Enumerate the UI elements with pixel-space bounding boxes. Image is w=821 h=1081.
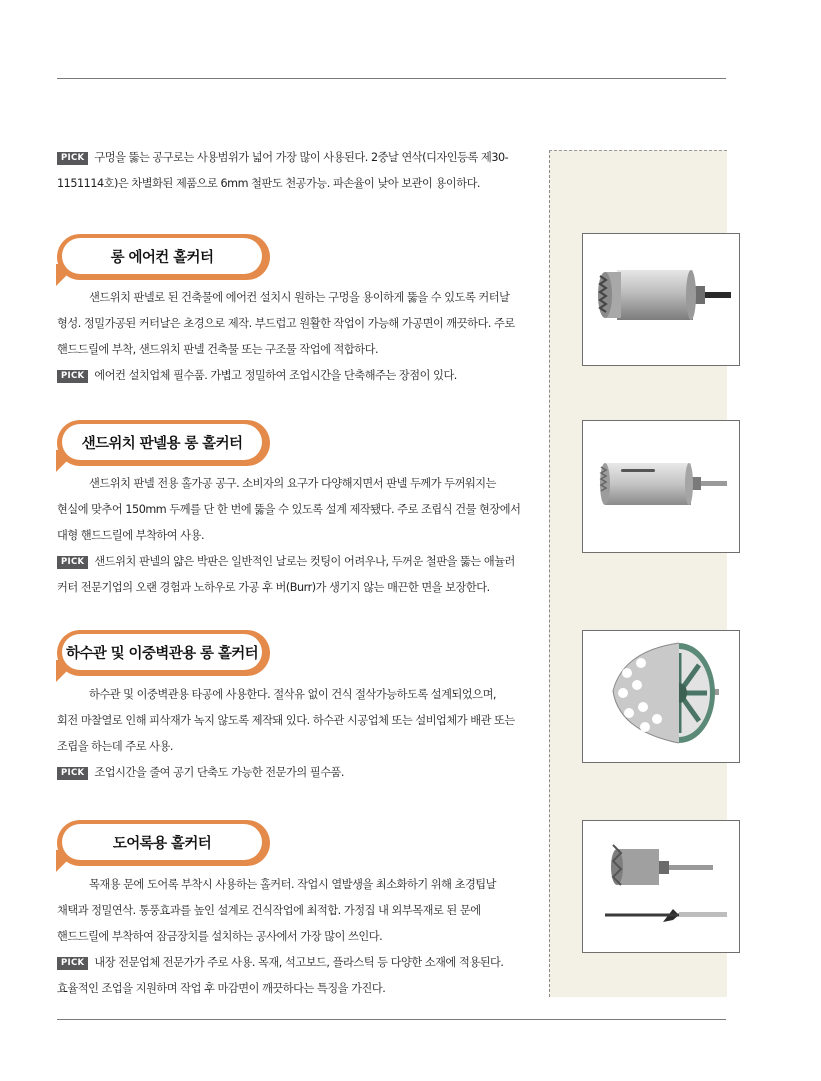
intro-line-1: 구멍을 뚫는 공구로는 사용범위가 넓어 가장 많이 사용된다. 2중날 연삭(디자인등록 제30-: [94, 151, 509, 164]
body-line: 회전 마찰열로 인해 피삭재가 녹지 않도록 제작돼 있다. 하수관 시공업체 또는 설비업체가 배관 또는: [57, 714, 515, 727]
pick-badge: PICK: [57, 767, 88, 780]
section-body-door-lock: [57, 872, 535, 1002]
section-title-text: 롱 에어컨 홀커터: [62, 238, 262, 274]
section-title-aircon: [57, 234, 270, 280]
pick-line: 내장 전문업체 전문가가 주로 사용. 목재, 석고보드, 플라스틱 등 다양한 소재에 적용된다.: [94, 956, 504, 969]
body-line: 조립을 하는데 주로 사용.: [57, 740, 173, 753]
section-title-text: 하수관 및 이중벽관용 롱 홀커터: [62, 634, 262, 670]
body-line: 하수관 및 이중벽관용 타공에 사용한다. 절삭유 없이 건식 절삭가능하도록 설계되었으며,: [89, 688, 497, 701]
pick-badge: PICK: [57, 556, 88, 569]
top-rule: [57, 78, 726, 79]
intro-paragraph: [57, 145, 535, 197]
pick-badge: PICK: [57, 152, 88, 165]
body-line: 핸드드릴에 부착, 샌드위치 판넬 건축물 또는 구조물 작업에 적합하다.: [57, 343, 379, 356]
pick-line: 조업시간을 줄여 공기 단축도 가능한 전문가의 필수품.: [94, 766, 345, 779]
section-title-door-lock: [57, 820, 270, 866]
bottom-rule: [57, 1019, 726, 1020]
section-body-sewer-pipe: [57, 682, 535, 786]
section-body-aircon: [57, 285, 535, 389]
body-line: 목재용 문에 도어록 부착시 사용하는 홀커터. 작업시 열발생을 최소화하기 위해 초경팁날: [89, 878, 497, 891]
pick-badge: PICK: [57, 957, 88, 970]
body-line: 현실에 맞추어 150mm 두께를 단 한 번에 뚫을 수 있도록 설계 제작됐다. 주로 조립식 건물 현장에서: [57, 503, 521, 516]
section-title-sewer-pipe: [57, 630, 270, 676]
section-title-text: 샌드위치 판넬용 롱 홀커터: [62, 424, 262, 460]
pick-line: 에어컨 설치업체 필수품. 가볍고 정밀하여 조업시간을 단축해주는 장점이 있다.: [94, 369, 457, 382]
body-line: 형성. 정밀가공된 커터날은 초경으로 제작. 부드럽고 원활한 작업이 가능해 가공면이 깨끗하다. 주로: [57, 317, 515, 330]
long-aircon-hole-cutter-photo: [582, 233, 740, 366]
pick-line: 커터 전문기업의 오랜 경험과 노하우로 가공 후 버(Burr)가 생기지 않는 매끈한 면을 보장한다.: [57, 581, 490, 594]
sandwich-panel-long-hole-cutter-photo: [582, 420, 740, 553]
door-lock-hole-cutter-photo: [582, 820, 740, 953]
section-title-sandwich-panel: [57, 420, 270, 466]
body-line: 채택과 정밀연삭. 통풍효과를 높인 설계로 건식작업에 최적합. 가정집 내 외부목재로 된 문에: [57, 904, 481, 917]
body-line: 대형 핸드드릴에 부착하여 사용.: [57, 529, 205, 542]
body-line: 샌드위치 판넬 전용 홀가공 공구. 소비자의 요구가 다양해지면서 판넬 두께가 두꺼워지는: [89, 477, 497, 490]
body-line: 샌드위치 판넬로 된 건축물에 에어컨 설치시 원하는 구멍을 용이하게 뚫을 수 있도록 커터날: [89, 291, 510, 304]
section-body-sandwich-panel: [57, 471, 535, 601]
body-line: 핸드드릴에 부착하여 잠금장치를 설치하는 공사에서 가장 많이 쓰인다.: [57, 930, 383, 943]
pick-badge: PICK: [57, 370, 88, 383]
sewer-pipe-hole-cutter-photo: [582, 630, 740, 763]
pick-line: 효율적인 조업을 지원하며 작업 후 마감면이 깨끗하다는 특징을 가진다.: [57, 982, 386, 995]
pick-line: 샌드위치 판넬의 얇은 박판은 일반적인 날로는 컷팅이 어려우나, 두꺼운 철판을 뚫는 애뉼러: [94, 555, 515, 568]
section-title-text: 도어록용 홀커터: [62, 824, 262, 860]
intro-line-2: 1151114호)은 차별화된 제품으로 6mm 철판도 천공가능. 파손율이 낮아 보관이 용이하다.: [57, 177, 481, 190]
